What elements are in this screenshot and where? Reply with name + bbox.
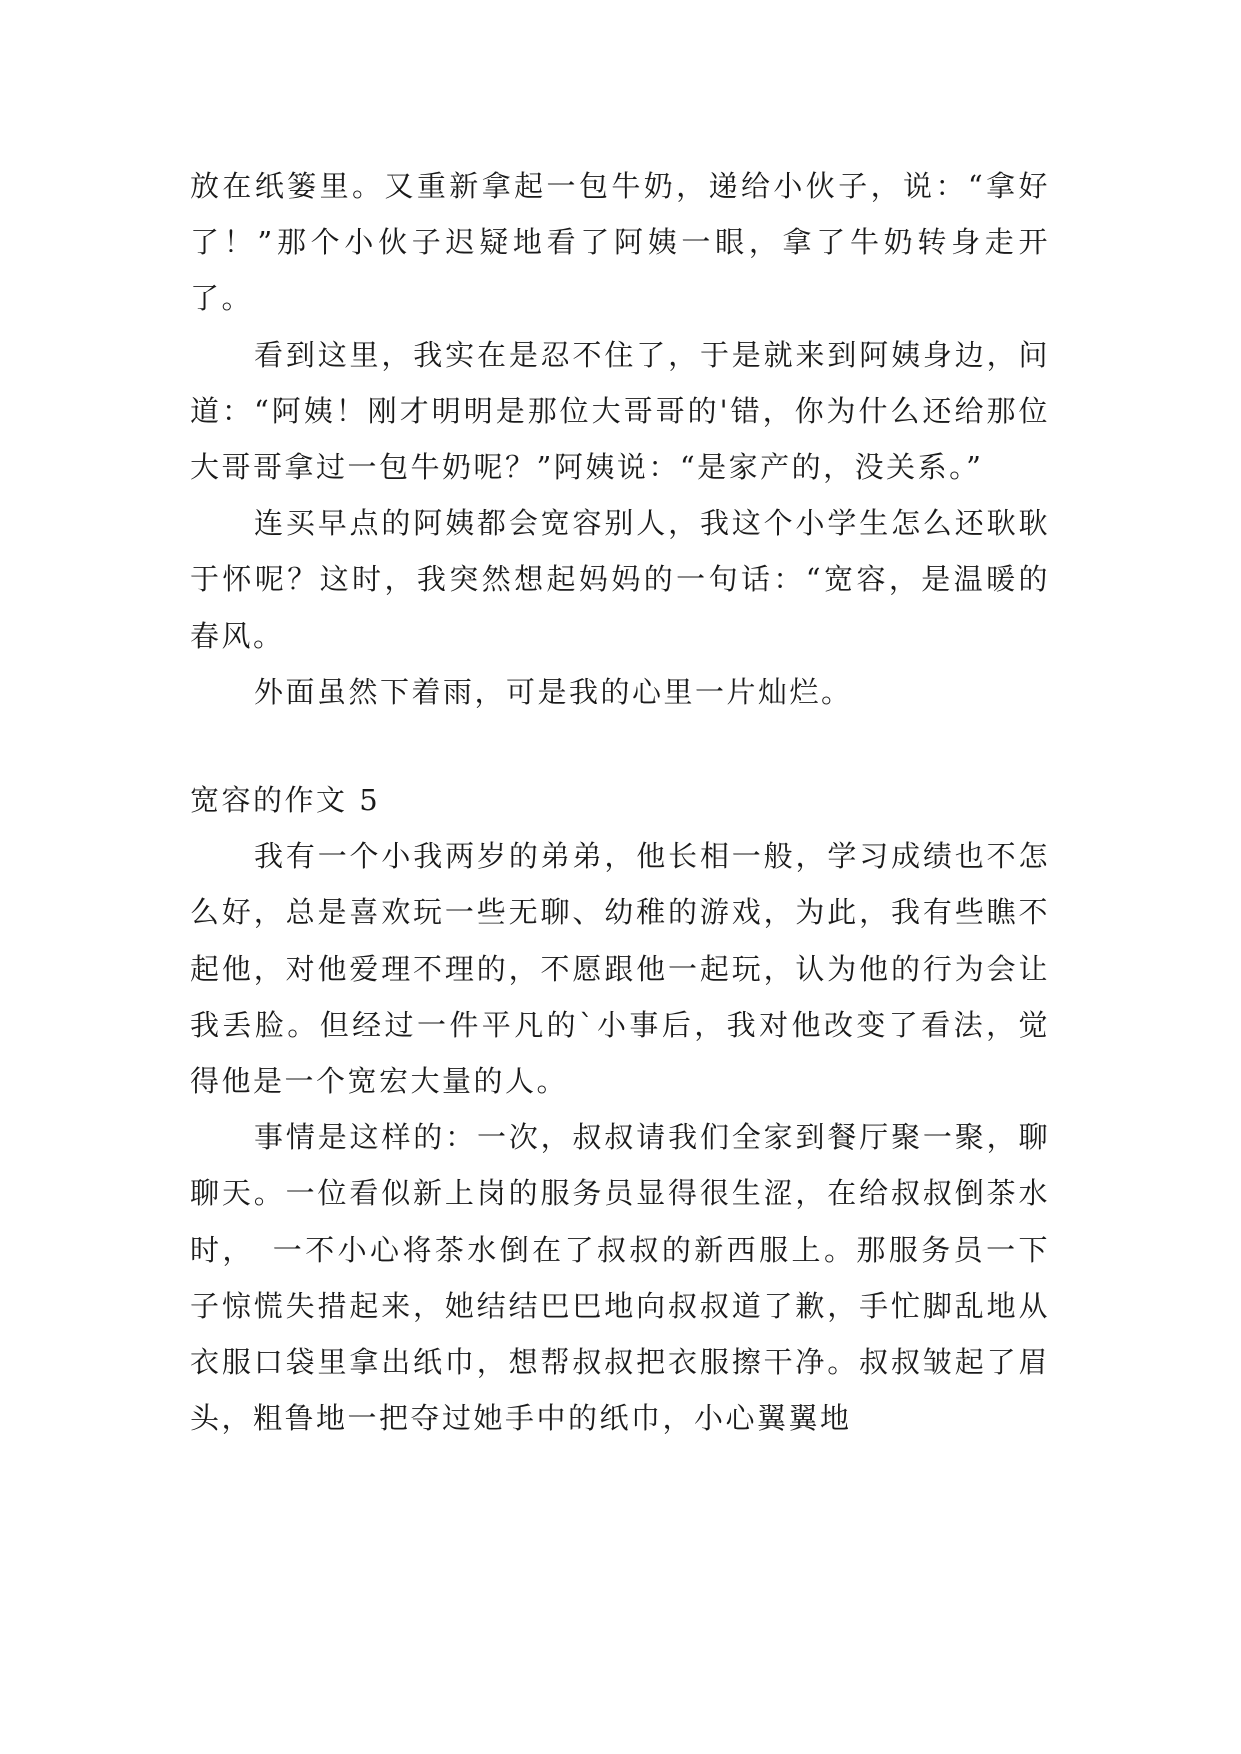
paragraph: 连买早点的阿姨都会宽容别人，我这个小学生怎么还耿耿于怀呢？这时，我突然想起妈妈的一句话：“宽容，是温暖的春风。	[190, 506, 1050, 653]
paragraph: 放在纸篓里。又重新拿起一包牛奶，递给小伙子，说：“拿好了！”那个小伙子迟疑地看了阿姨一眼，拿了牛奶转身走开了。	[190, 169, 1050, 316]
paragraph: 我有一个小我两岁的弟弟，他长相一般，学习成绩也不怎么好，总是喜欢玩一些无聊、幼稚的游戏，为此，我有些瞧不起他，对他爱理不理的，不愿跟他一起玩，认为他的行为会让我丢脸。但经过一件平凡的`小事后，我对他改变了看法，觉得他是一个宽宏大量的人。	[190, 839, 1050, 1099]
paragraph: 事情是这样的：一次，叔叔请我们全家到餐厅聚一聚，聊聊天。一位看似新上岗的服务员显得很生涩，在给叔叔倒茶水时， 一不小心将茶水倒在了叔叔的新西服上。那服务员一下子惊慌失措起来，她结结巴巴地向叔叔道了歉，手忙脚乱地从衣服口袋里拿出纸巾，想帮叔叔把衣服擦干净。叔叔皱起了眉头，粗鲁地一把夺过她手中的纸巾，小心翼翼地	[190, 1120, 1050, 1436]
section-title: 宽容的作文 5	[190, 783, 381, 818]
paragraph: 看到这里，我实在是忍不住了，于是就来到阿姨身边，问道：“阿姨！刚才明明是那位大哥哥的'错，你为什么还给那位大哥哥拿过一包牛奶呢？”阿姨说：“是家产的，没关系。”	[190, 337, 1050, 485]
article-body	[190, 158, 1050, 1446]
paragraph: 外面虽然下着雨，可是我的心里一片灿烂。	[254, 674, 853, 709]
